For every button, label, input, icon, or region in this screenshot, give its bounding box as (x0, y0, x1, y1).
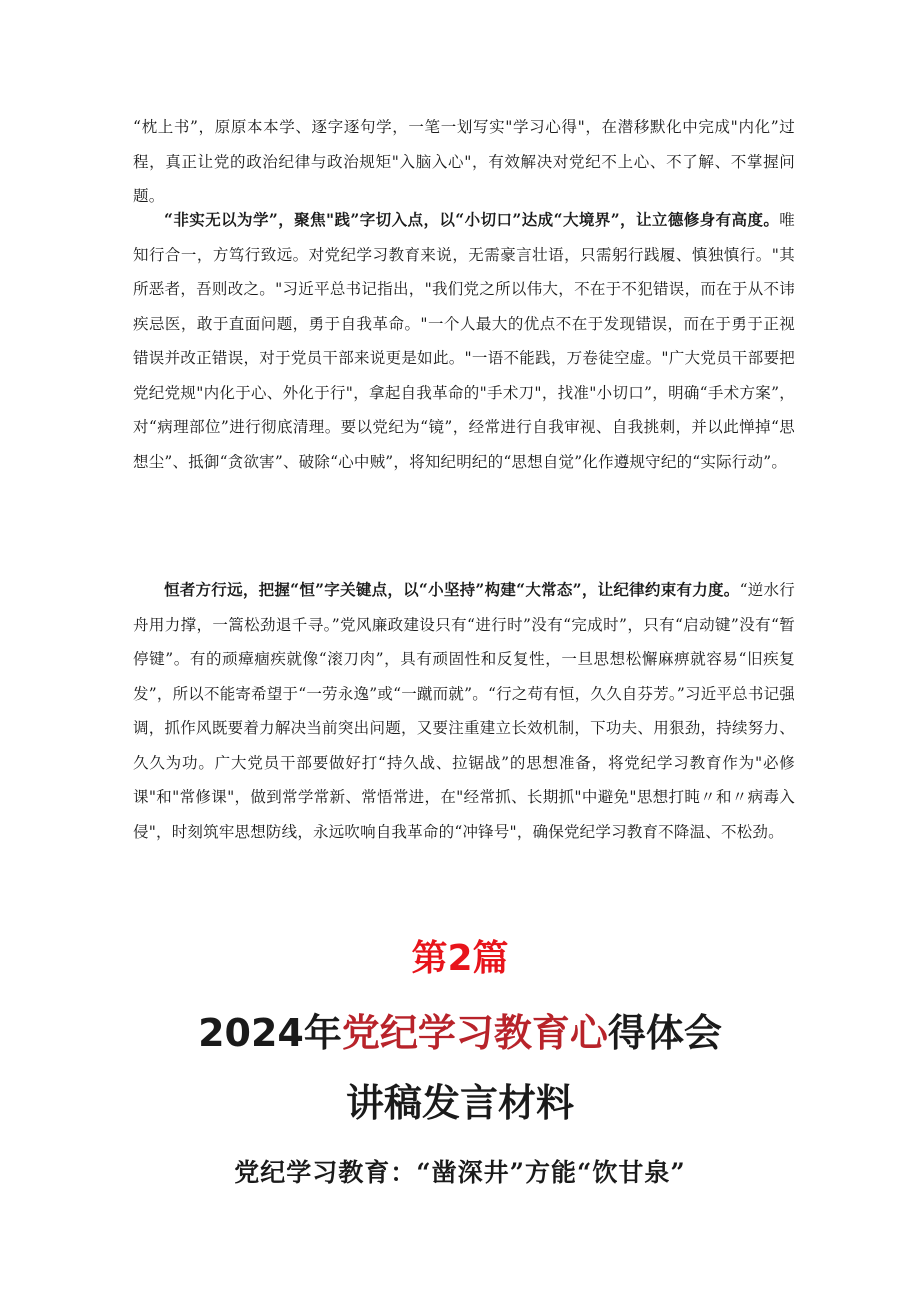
document-title-line-2: 讲稿发言材料 (345, 1081, 574, 1125)
paragraph-2-lead: “非实无以为学”，聚焦"践”字切入点，以“小切口”达成“大境界”，让立德修身有高度。 (164, 210, 780, 229)
title-prefix: 2024年 (198, 1011, 342, 1055)
paragraph-3-text: “逆水行舟用力撑，一篙松劲退千寻。”党风廉政建设只有“进行时”没有“完成时”，只有“启动键”没有“暂停键”。有的顽瘴痼疾就像“滚刀肉”，具有顽固性和反复性，一旦思想松懈麻痹就容易“旧疾复发”，所以不能寄希望于“一劳永逸”或“一蹴而就”。“行之苟有恒，久久自芬芳。”习近平总书记强调，抓作风既要着力解决当前突出问题，又要注重建立长效机制，下功夫、用狠劲，持续努力、久久为功。广大党员干部要做好打“持久战、拉锯战”的思想准备，将党纪学习教育作为"必修课"和"常修课"，做到常学常新、常悟常进，在"经常抓、长期抓"中避免"思想打盹〃和〃病毒入侵"，时刻筑牢思想防线，永远吹响自我革命的“冲锋号"，确保党纪学习教育不降温、不松劲。 (133, 581, 795, 841)
paragraph-3-lead: 恒者方行远，把握“恒”字关键点，以“小坚持”构建“大常态”，让纪律约束有力度。 (164, 580, 740, 599)
title-accent: 党纪学习教育心 (341, 1011, 608, 1055)
title-suffix: 得体会 (607, 1011, 722, 1055)
paragraph-1-text: “枕上书”，原原本本学、逐字逐句学，一笔一划写实"学习心得"，在潜移默化中完成"内化”过程，真正让党的政治纪律与政治规矩"入脑入心"，有效解决对党纪不上心、不了解、不掌握问题。 (133, 118, 795, 205)
paragraph-1 (133, 110, 795, 214)
section-number: 第2篇 (411, 938, 509, 979)
document-subtitle: 党纪学习教育：“凿深井”方能“饮甘泉” (234, 1158, 686, 1187)
paragraph-2-text: 唯知行合一，方笃行致远。对党纪学习教育来说，无需豪言壮语，只需躬行践履、慎独慎行。"其所恶者，吾则改之。"习近平总书记指出，"我们党之所以伟大，不在于不犯错误，而在于从不讳疾忌医，敢于直面问题，勇于自我革命。"一个人最大的优点不在于发现错误，而在于勇于正视错误并改正错误，对于党员干部来说更是如此。"一语不能践，万卷徒空虚。"广大党员干部要把党纪党规"内化于心、外化于行"，拿起自我革命的"手术刀"，找准"小切口”，明确“手术方案”，对“病理部位”进行彻底清理。要以党纪为“镜”，经常进行自我审视、自我挑刺，并以此惮掉“思想尘”、抵御“贪欲害”、破除“心中贼”，将知纪明纪的“思想自觉”化作遵规守纪的“实际行动”。 (133, 211, 795, 471)
document-title-line-1 (0, 1008, 920, 1058)
paragraph-2 (133, 203, 795, 479)
paragraph-3 (133, 573, 795, 849)
